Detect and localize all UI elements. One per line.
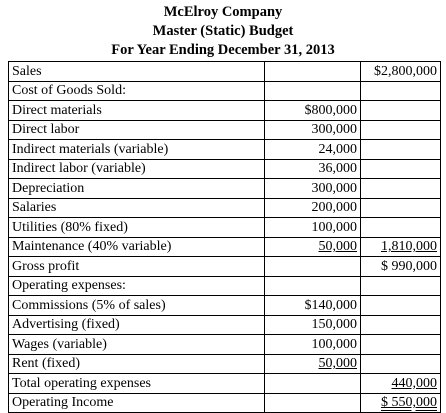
- total-amount: $ 990,000: [381, 258, 437, 274]
- total-amount-cell: [361, 81, 441, 101]
- total-amount-cell: [361, 276, 441, 296]
- budget-row: [9, 62, 441, 82]
- budget-row: [9, 120, 441, 140]
- detail-amount-cell: [265, 315, 361, 335]
- budget-table-body: [9, 62, 441, 413]
- budget-header: [0, 3, 446, 60]
- total-amount-cell: [361, 393, 441, 413]
- detail-amount-cell: [265, 335, 361, 355]
- total-amount-cell: [361, 198, 441, 218]
- total-amount-cell: [361, 354, 441, 374]
- detail-amount: $140,000: [304, 297, 357, 313]
- detail-amount-cell: [265, 218, 361, 238]
- budget-row: [9, 257, 441, 277]
- detail-amount: 50,000: [318, 356, 357, 372]
- budget-row: [9, 140, 441, 160]
- detail-amount-cell: [265, 198, 361, 218]
- line-item-label: Direct materials: [9, 101, 265, 121]
- detail-amount-cell: [265, 393, 361, 413]
- line-item-label: Advertising (fixed): [9, 315, 265, 335]
- budget-row: [9, 218, 441, 238]
- budget-row: [9, 296, 441, 316]
- line-item-label: Cost of Goods Sold:: [9, 81, 265, 101]
- budget-row: [9, 393, 441, 413]
- line-item-label: Total operating expenses: [9, 374, 265, 394]
- detail-amount-cell: [265, 374, 361, 394]
- detail-amount-cell: [265, 276, 361, 296]
- total-amount-cell: [361, 257, 441, 277]
- detail-amount: 300,000: [311, 122, 357, 138]
- total-amount-cell: [361, 101, 441, 121]
- total-amount-cell: [361, 179, 441, 199]
- detail-amount-cell: [265, 257, 361, 277]
- detail-amount: 100,000: [311, 336, 357, 352]
- budget-row: [9, 374, 441, 394]
- budget-row: [9, 179, 441, 199]
- detail-amount-cell: [265, 62, 361, 82]
- budget-row: [9, 315, 441, 335]
- line-item-label: Operating Income: [9, 393, 265, 413]
- line-item-label: Operating expenses:: [9, 276, 265, 296]
- report-title: Master (Static) Budget: [152, 23, 294, 39]
- total-amount: $2,800,000: [374, 63, 437, 79]
- total-amount-cell: [361, 335, 441, 355]
- total-amount: 440,000: [391, 375, 437, 391]
- total-amount-cell: [361, 218, 441, 238]
- detail-amount: 200,000: [311, 200, 357, 216]
- total-amount-cell: [361, 237, 441, 257]
- total-amount: 1,810,000: [381, 239, 437, 255]
- budget-row: [9, 335, 441, 355]
- detail-amount-cell: [265, 81, 361, 101]
- total-amount-cell: [361, 315, 441, 335]
- budget-table: [8, 61, 441, 413]
- budget-row: [9, 159, 441, 179]
- budget-row: [9, 101, 441, 121]
- detail-amount-cell: [265, 179, 361, 199]
- line-item-label: Direct labor: [9, 120, 265, 140]
- detail-amount-cell: [265, 237, 361, 257]
- detail-amount-cell: [265, 140, 361, 160]
- budget-row: [9, 276, 441, 296]
- detail-amount: 300,000: [311, 180, 357, 196]
- total-amount: $ 550,000: [381, 395, 437, 411]
- line-item-label: Indirect materials (variable): [9, 140, 265, 160]
- total-amount-cell: [361, 296, 441, 316]
- detail-amount-cell: [265, 159, 361, 179]
- report-period: For Year Ending December 31, 2013: [111, 42, 335, 58]
- budget-row: [9, 237, 441, 257]
- detail-amount: 100,000: [311, 219, 357, 235]
- line-item-label: Commissions (5% of sales): [9, 296, 265, 316]
- company-name: McElroy Company: [163, 4, 283, 20]
- detail-amount-cell: [265, 296, 361, 316]
- line-item-label: Gross profit: [9, 257, 265, 277]
- detail-amount-cell: [265, 101, 361, 121]
- budget-row: [9, 198, 441, 218]
- total-amount-cell: [361, 374, 441, 394]
- detail-amount: 150,000: [311, 317, 357, 333]
- line-item-label: Utilities (80% fixed): [9, 218, 265, 238]
- detail-amount: $800,000: [304, 102, 357, 118]
- total-amount-cell: [361, 62, 441, 82]
- line-item-label: Maintenance (40% variable): [9, 237, 265, 257]
- detail-amount: 50,000: [318, 239, 357, 255]
- line-item-label: Depreciation: [9, 179, 265, 199]
- detail-amount-cell: [265, 354, 361, 374]
- line-item-label: Indirect labor (variable): [9, 159, 265, 179]
- budget-row: [9, 81, 441, 101]
- detail-amount: 24,000: [318, 141, 357, 157]
- line-item-label: Wages (variable): [9, 335, 265, 355]
- line-item-label: Sales: [9, 62, 265, 82]
- total-amount-cell: [361, 120, 441, 140]
- budget-row: [9, 354, 441, 374]
- line-item-label: Rent (fixed): [9, 354, 265, 374]
- detail-amount-cell: [265, 120, 361, 140]
- detail-amount: 36,000: [318, 161, 357, 177]
- line-item-label: Salaries: [9, 198, 265, 218]
- total-amount-cell: [361, 140, 441, 160]
- total-amount-cell: [361, 159, 441, 179]
